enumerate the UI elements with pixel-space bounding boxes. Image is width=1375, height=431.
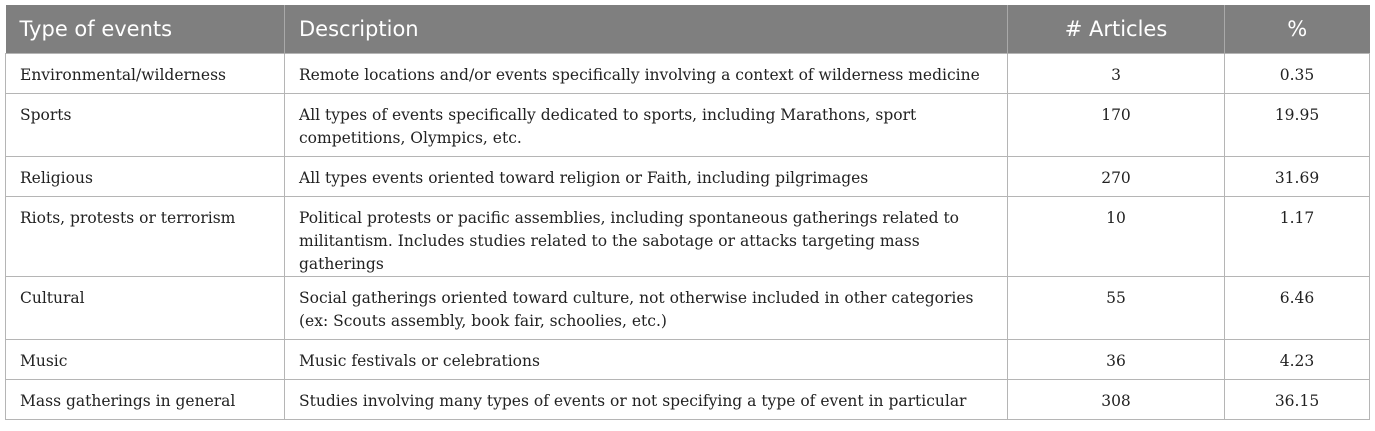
- cell-articles: 55: [1008, 277, 1225, 340]
- header-type-of-events: Type of events: [6, 5, 285, 54]
- cell-description: Political protests or pacific assemblies, including spontaneous gatherings related to militantism. Includes studies related to the sabotage or attacks targeting mass gatherings: [285, 197, 1008, 277]
- table-row: [6, 157, 1370, 197]
- cell-percent: 19.95: [1225, 94, 1370, 157]
- cell-articles: 170: [1008, 94, 1225, 157]
- cell-articles: 36: [1008, 340, 1225, 380]
- cell-type: Religious: [6, 157, 285, 197]
- cell-description: Studies involving many types of events or not specifying a type of event in particular: [285, 380, 1008, 420]
- cell-articles: 270: [1008, 157, 1225, 197]
- cell-percent: 31.69: [1225, 157, 1370, 197]
- table-row: [6, 380, 1370, 420]
- cell-description: Remote locations and/or events specifically involving a context of wilderness medicine: [285, 54, 1008, 94]
- cell-type: Music: [6, 340, 285, 380]
- events-table-container: [5, 5, 1369, 420]
- cell-description: Social gatherings oriented toward culture, not otherwise included in other categories (ex: Scouts assembly, book fair, schoolies, etc.): [285, 277, 1008, 340]
- table-row: [6, 94, 1370, 157]
- table-row: [6, 340, 1370, 380]
- table-row: [6, 197, 1370, 277]
- header-percent: %: [1225, 5, 1370, 54]
- events-table: [5, 5, 1370, 420]
- cell-percent: 6.46: [1225, 277, 1370, 340]
- cell-articles: 10: [1008, 197, 1225, 277]
- cell-description: Music festivals or celebrations: [285, 340, 1008, 380]
- cell-articles: 308: [1008, 380, 1225, 420]
- table-row: [6, 54, 1370, 94]
- cell-articles: 3: [1008, 54, 1225, 94]
- table-row: [6, 277, 1370, 340]
- cell-description: All types events oriented toward religion or Faith, including pilgrimages: [285, 157, 1008, 197]
- cell-percent: 4.23: [1225, 340, 1370, 380]
- cell-percent: 36.15: [1225, 380, 1370, 420]
- cell-percent: 1.17: [1225, 197, 1370, 277]
- cell-percent: 0.35: [1225, 54, 1370, 94]
- table-header-row: [6, 5, 1370, 54]
- cell-type: Sports: [6, 94, 285, 157]
- cell-type: Environmental/wilderness: [6, 54, 285, 94]
- cell-type: Cultural: [6, 277, 285, 340]
- cell-description: All types of events specifically dedicated to sports, including Marathons, sport competitions, Olympics, etc.: [285, 94, 1008, 157]
- header-articles: # Articles: [1008, 5, 1225, 54]
- header-description: Description: [285, 5, 1008, 54]
- cell-type: Riots, protests or terrorism: [6, 197, 285, 277]
- cell-type: Mass gatherings in general: [6, 380, 285, 420]
